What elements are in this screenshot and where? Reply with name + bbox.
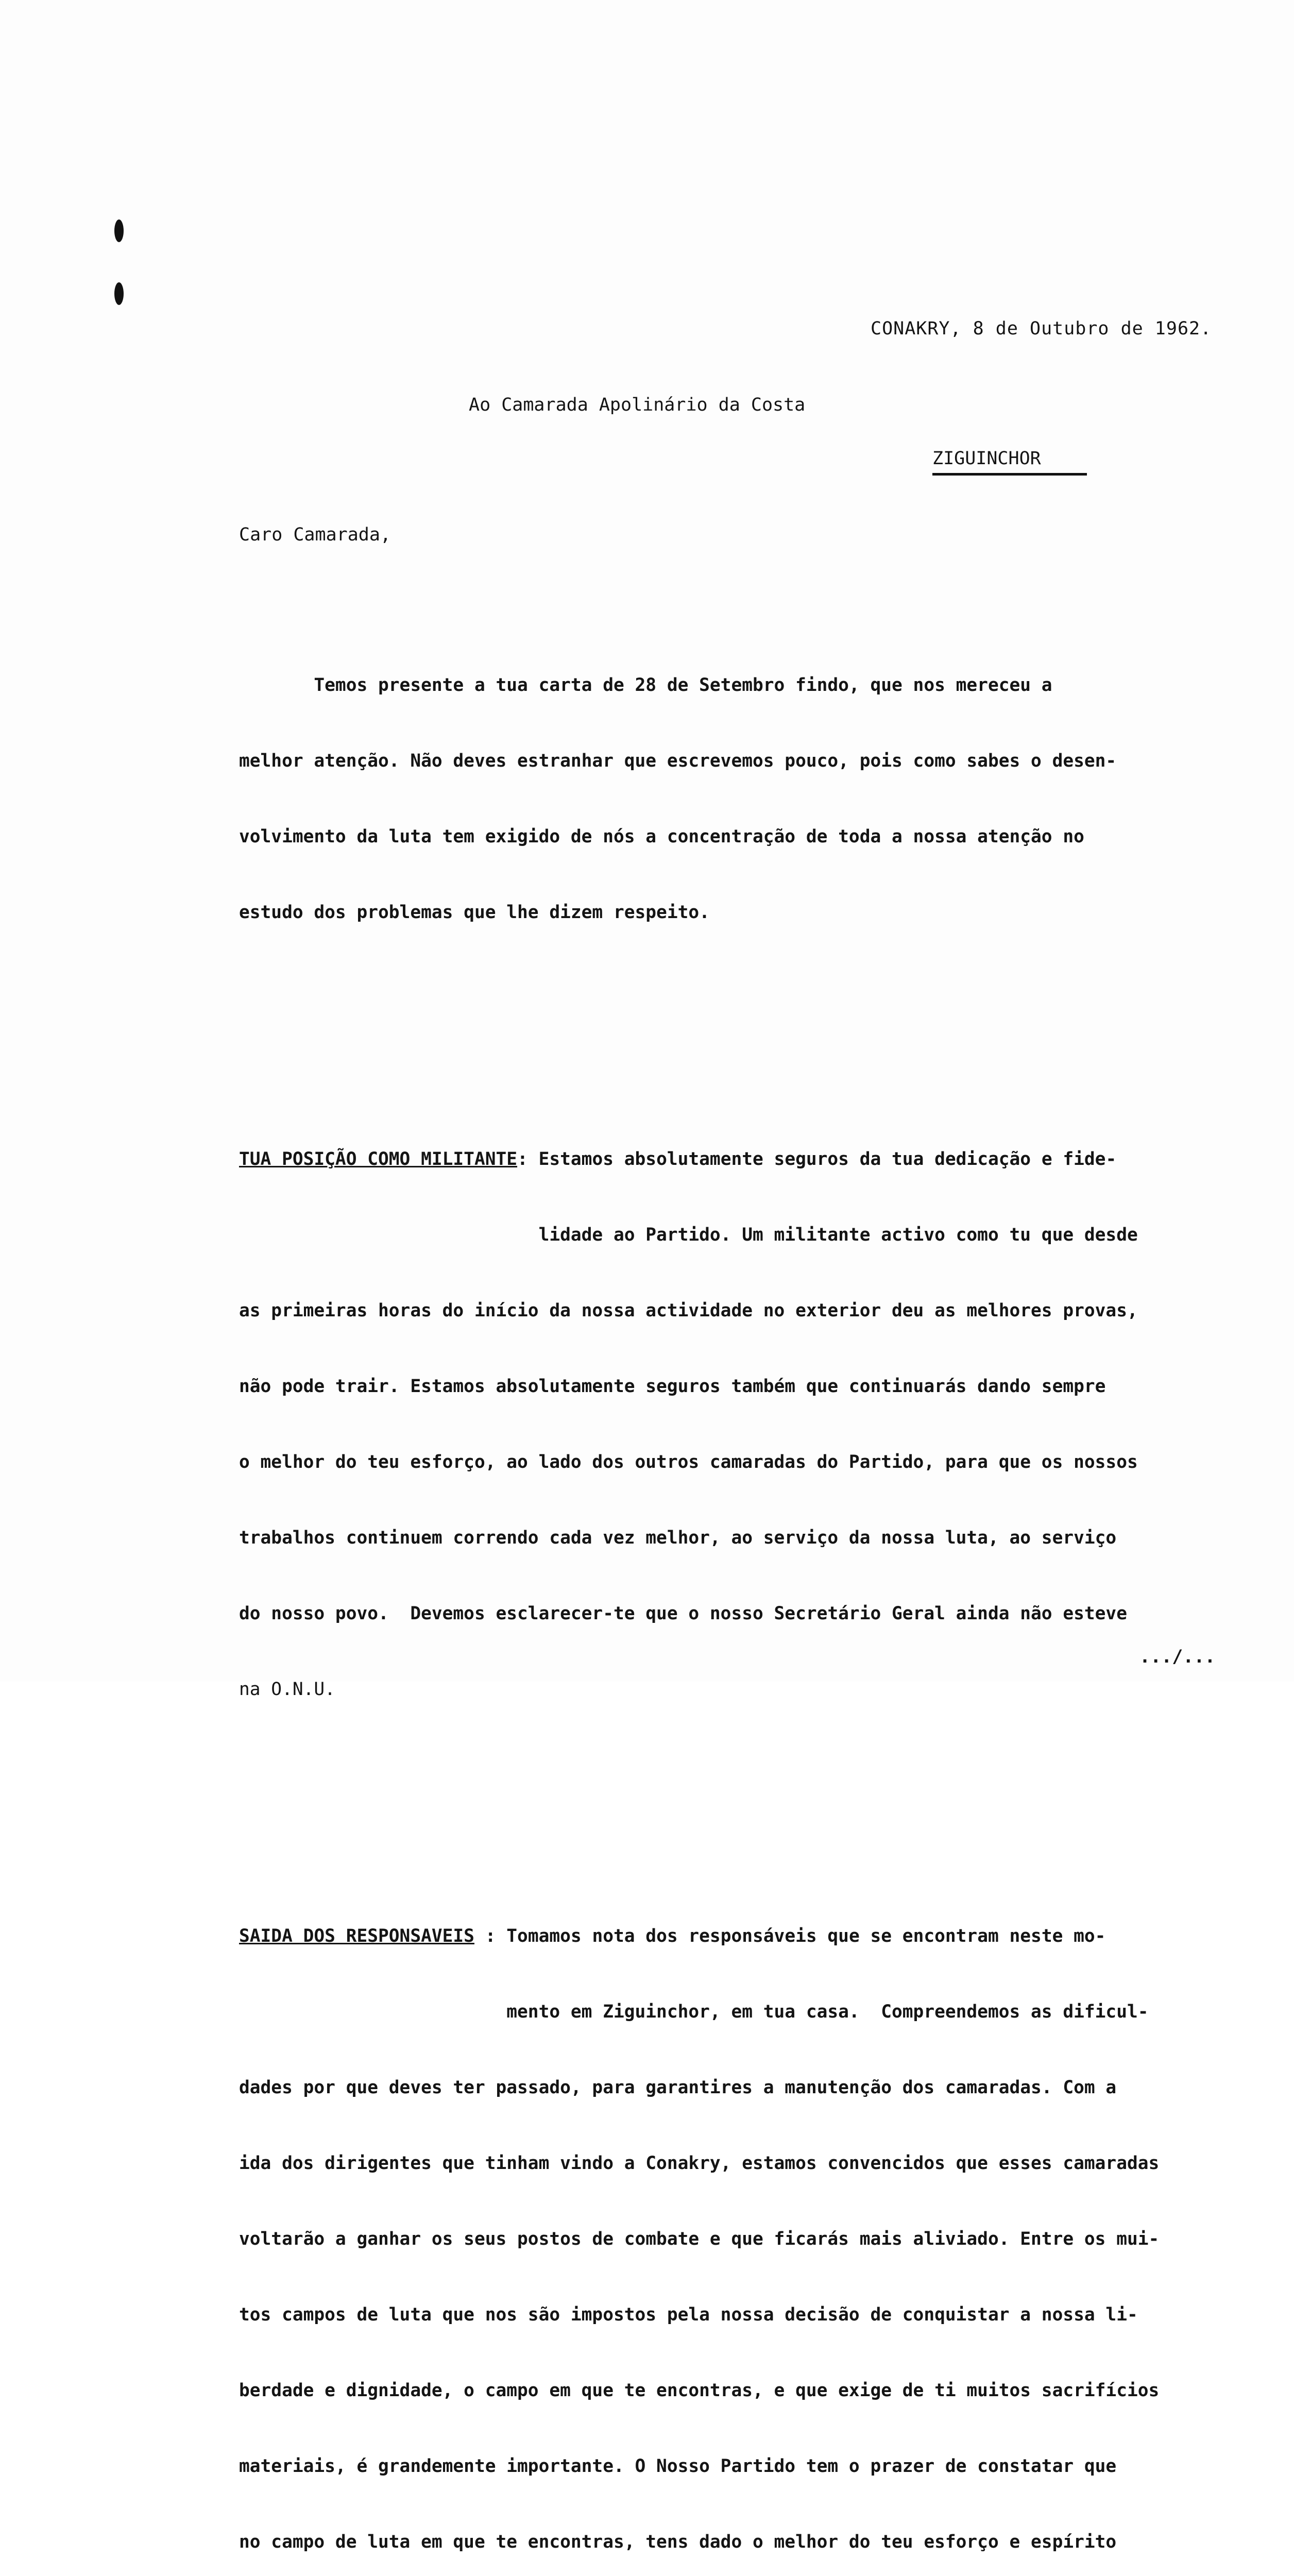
body-line: na O.N.U. bbox=[239, 1679, 335, 1700]
body-line: tos campos de luta que nos são impostos pela nossa decisão de conquistar a nossa li- bbox=[239, 2304, 1138, 2325]
body-line: lidade ao Partido. Um militante activo como tu que desde bbox=[239, 1225, 1138, 1245]
body-line: trabalhos continuem correndo cada vez melhor, ao serviço da nossa luta, ao serviço bbox=[239, 1528, 1117, 1548]
addressee: Ao Camarada Apolinário da Costa bbox=[469, 395, 806, 415]
section-heading: SAIDA DOS RESPONSAVEIS bbox=[239, 1926, 474, 1946]
body-line: estudo dos problemas que lhe dizem respeito. bbox=[239, 902, 710, 923]
body-line: as primeiras horas do início da nossa actividade no exterior deu as melhores provas, bbox=[239, 1300, 1138, 1321]
paragraph-militant-position bbox=[239, 1096, 1264, 1753]
body-line: voltarão a ganhar os seus postos de combate e que ficarás mais aliviado. Entre os mui- bbox=[239, 2229, 1160, 2249]
body-line: materiais, é grandemente importante. O Nosso Partido tem o prazer de constatar que bbox=[239, 2456, 1117, 2477]
addressee-city: ZIGUINCHOR bbox=[932, 448, 1087, 476]
body-line: o melhor do teu esforço, ao lado dos outros camaradas do Partido, para que os nossos bbox=[239, 1452, 1138, 1472]
salutation: Caro Camarada, bbox=[239, 524, 391, 545]
paragraph-intro bbox=[239, 622, 1264, 976]
section-heading: TUA POSIÇÃO COMO MILITANTE bbox=[239, 1149, 518, 1170]
letter-body bbox=[239, 572, 1264, 2576]
punch-hole-top bbox=[114, 219, 124, 242]
dateline: CONAKRY, 8 de Outubro de 1962. bbox=[871, 318, 1212, 339]
continuation-mark: .../... bbox=[1139, 1647, 1216, 1667]
body-line: melhor atenção. Não deves estranhar que escrevemos pouco, pois como sabes o desen- bbox=[239, 751, 1117, 771]
body-line: não pode trair. Estamos absolutamente seguros também que continuarás dando sempre bbox=[239, 1376, 1106, 1397]
body-line: ida dos dirigentes que tinham vindo a Conakry, estamos convencidos que esses camaradas bbox=[239, 2153, 1160, 2174]
body-line: dades por que deves ter passado, para garantires a manutenção dos camaradas. Com a bbox=[239, 2077, 1117, 2098]
body-line: no campo de luta em que te encontras, tens dado o melhor do teu esforço e espírito bbox=[239, 2532, 1117, 2552]
body-line: Temos presente a tua carta de 28 de Setembro findo, que nos mereceu a bbox=[239, 675, 1052, 696]
body-line: TUA POSIÇÃO COMO MILITANTE: Estamos absolutamente seguros da tua dedicação e fide- bbox=[239, 1149, 1117, 1170]
body-line: berdade e dignidade, o campo em que te encontras, e que exige de ti muitos sacrifícios bbox=[239, 2380, 1160, 2401]
punch-hole-bottom bbox=[114, 282, 124, 305]
paragraph-responsaveis bbox=[239, 1873, 1264, 2576]
body-line: SAIDA DOS RESPONSAVEIS : Tomamos nota dos responsáveis que se encontram neste mo- bbox=[239, 1926, 1106, 1946]
body-line: mento em Ziguinchor, em tua casa. Compreendemos as dificul- bbox=[239, 2002, 1149, 2022]
body-line: do nosso povo. Devemos esclarecer-te que o nosso Secretário Geral ainda não esteve bbox=[239, 1603, 1127, 1624]
body-line: volvimento da luta tem exigido de nós a concentração de toda a nossa atenção no bbox=[239, 826, 1084, 847]
